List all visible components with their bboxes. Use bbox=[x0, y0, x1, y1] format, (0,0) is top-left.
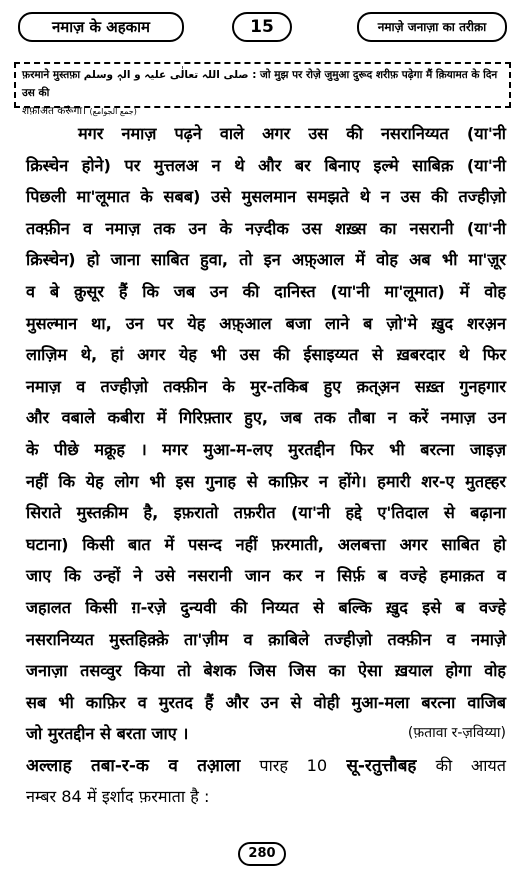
body-line: सब भी काफ़िर व मुरतद हैं और उन से वोही मुआ-मला बरत्ना वाजिब bbox=[26, 692, 506, 712]
hadith-line-1 bbox=[22, 66, 503, 102]
closing-line bbox=[26, 750, 506, 782]
body-line: जाए कि उन्हों ने उसे नसरानी जान कर न सिर्फ़ ब वज्हे हमाक़त व bbox=[26, 566, 506, 586]
body-line: घटाना) किसी बात में पसन्द नहीं फ़रमाती, अलबत्ता अगर साबित हो bbox=[26, 534, 506, 554]
body-line: तक्फ़ीन व नमाज़ तक उन के नज़्दीक उस शख़्स का नसरानी (या'नी bbox=[26, 218, 506, 238]
chapter-title-pill: नमाज़ के अहकाम bbox=[18, 12, 184, 42]
body-line: लाज़िम थे, हां अगर येह भी उस की ईसाइय्यत से ख़बरदार थे फिर bbox=[26, 345, 506, 365]
body-line: जो मुरतद्दीन से बरता जाए । bbox=[26, 724, 189, 744]
hadith-text-2: शफ़ाअत करूंगा। bbox=[22, 105, 87, 117]
citation: (फ़तावा र-ज़विय्या) bbox=[407, 725, 506, 742]
body-line: जहालत किसी ग़-रज़े दुन्यवी की निय्यत से बल्कि ख़ुद इसे ब वज्हे bbox=[26, 597, 506, 617]
body-line: नसरानिय्यत मुस्तहिक़्क़े ता'ज़ीम व क़ाबिले तज्हीज़ो तक्फ़ीन व नमाज़े bbox=[26, 629, 506, 649]
body-line: मुसल्मान था, उन पर येह अफ़्आल बजा लाने ब ज़ो'मे ख़ुद शरअ़न bbox=[26, 313, 506, 333]
body-last-line bbox=[26, 718, 506, 750]
body-line: क्रिस्चेन) हो जाना साबित हुवा, तो इन अफ़्आल में वोह अब भी मा'ज़ूर bbox=[26, 250, 506, 270]
body-line: जनाज़ा तसव्वुर किया तो बेशक जिस जिस का ऐसा ख़याल होगा वोह bbox=[26, 661, 506, 681]
closing-line-2: नम्बर 84 में इर्शाद फ़रमाता है : bbox=[26, 787, 210, 807]
footer-page-number: 280 bbox=[238, 842, 286, 866]
body-line: पिछली मा'लूमात के सबब) उसे मुसलमान समझते थे न उस की तज्हीज़ो bbox=[26, 187, 506, 207]
body-line: व बे क़ुसूर हैं कि जब उन की दानिस्त (या'नी मा'लूमात) में वोह bbox=[26, 281, 506, 301]
closing-surah: सू-रतुत्तौबह bbox=[346, 755, 417, 776]
closing-bold: अल्लाह तबा-र-क व तआ़ला bbox=[26, 755, 241, 776]
page-number-pill: 15 bbox=[232, 12, 292, 42]
body-line: मगर नमाज़ पढ़ने वाले अगर उस की नसरानिय्यत (या'नी bbox=[78, 124, 506, 143]
closing-text-2: की आयत bbox=[435, 755, 507, 775]
hadith-text: फ़रमाने मुस्तफ़ा صلی اللہ تعالٰی علیہ و الہٖ وسلم : जो मुझ पर रोज़े जुमुआ दुरूद शरीफ़ पढ़ेगा मैं क़ियामत के दिन उस की bbox=[22, 69, 498, 99]
section-title-pill: नमाज़े जनाज़ा का तरीक़ा bbox=[357, 12, 507, 42]
hadith-box bbox=[14, 62, 511, 117]
body-line: क्रिस्चेन होने) पर मुत्तलअ न थे और बर बिनाए इल्मे साबिक़ (या'नी bbox=[26, 155, 506, 175]
body-line: और वबाले कबीरा में गिरिफ़्तार हुए, जब तक तौबा न करें नमाज़ उन bbox=[26, 408, 506, 428]
body-line: सिराते मुस्तक़ीम है, इफ़रातो तफ़रीत (या'नी हद्दे ए'तिदाल से बढ़ाना bbox=[26, 503, 506, 523]
body-text bbox=[26, 118, 506, 813]
closing-text: पारह 10 bbox=[259, 755, 328, 775]
body-line: के पीछे मक्रूह । मगर मुआ-म-लए मुरतद्दीन फिर भी बरत्ना जाइज़ bbox=[26, 439, 506, 459]
hadith-source: (جمع الجوامع) bbox=[89, 107, 137, 116]
body-line: नमाज़ व तज्हीज़ो तक्फ़ीन के मुर-तकिब हुए क़त्अ़न सख़्त गुनहगार bbox=[26, 376, 506, 396]
body-line: नहीं कि येह लोग भी इस गुनाह से काफ़िर न होंगे। हमारी शर-ए मुतह्हर bbox=[26, 471, 506, 491]
